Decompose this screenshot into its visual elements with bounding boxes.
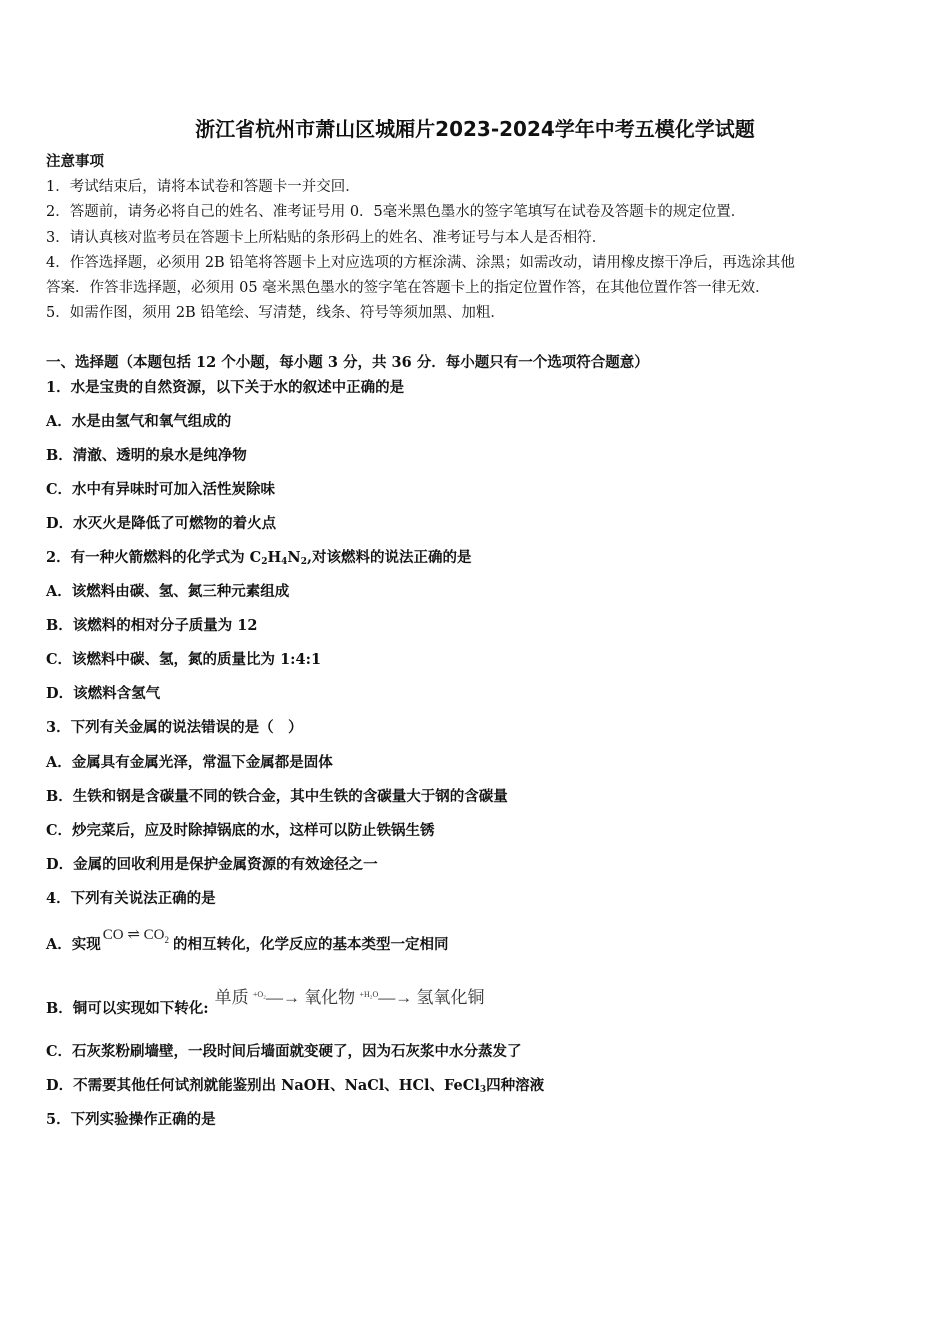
question-1-option-d: D．水灭火是降低了可燃物的着火点 <box>46 515 277 532</box>
question-1-option-b: B．清澈、透明的泉水是纯净物 <box>46 447 247 464</box>
note-item: 2．答题前，请务必将自己的姓名、准考证号用 0．5毫米黑色墨水的签字笔填写在试卷及答题卡的规定位置． <box>46 204 746 220</box>
question-1-option-c: C．水中有异味时可加入活性炭除味 <box>46 481 276 498</box>
q4b-cond1: +O₂ <box>252 990 266 999</box>
q2-stem-post: ,对该燃料的说法正确的是 <box>306 549 472 566</box>
note-item: 4．作答选择题，必须用 2B 铅笔将答题卡上对应选项的方框涂满、涂黑；如需改动，请用橡皮擦干净后，再选涂其他 <box>46 255 795 271</box>
question-3-option-d: D．金属的回收利用是保护金属资源的有效途径之一 <box>46 856 378 873</box>
right-arrow-icon: —→ <box>265 988 300 1007</box>
note-item: 1．考试结束后，请将本试卷和答题卡一并交回． <box>46 179 360 195</box>
question-1-stem: 1．水是宝贵的自然资源，以下关于水的叙述中正确的是 <box>46 379 405 396</box>
q4b-f2: 氧化物 <box>304 988 356 1007</box>
note-item: 3．请认真核对监考员在答题卡上所粘贴的条形码上的姓名、准考证号与本人是否相符． <box>46 230 607 246</box>
q4a-post: 的相互转化，化学反应的基本类型一定相同 <box>173 936 449 953</box>
question-3-option-c: C．炒完菜后，应及时除掉锅底的水，这样可以防止铁锅生锈 <box>46 822 435 839</box>
q2-n: N <box>287 549 301 566</box>
question-2-stem <box>46 546 472 567</box>
q4a-formula <box>103 925 169 944</box>
q4a-f2-sub: 2 <box>164 935 170 945</box>
question-3-option-b: B．生铁和钢是含碳量不同的铁合金，其中生铁的含碳量大于钢的含碳量 <box>46 788 508 805</box>
q4b-f1: 单质 <box>214 988 249 1007</box>
question-2-option-b: B．该燃料的相对分子质量为 12 <box>46 617 258 634</box>
q4b-pre: B．铜可以实现如下转化: <box>46 1000 209 1017</box>
question-2-option-d: D．该燃料含氢气 <box>46 685 161 702</box>
q4a-pre: A．实现 <box>46 936 101 953</box>
page-title: 浙江省杭州市萧山区城厢片2023-2024学年中考五模化学试题 <box>195 117 755 141</box>
q4d-sub: 3 <box>479 1085 487 1095</box>
q4a-f2: CO <box>143 927 165 943</box>
right-arrow-icon: —→ <box>378 988 413 1007</box>
question-3-option-a: A．金属具有金属光泽，常温下金属都是固体 <box>46 754 333 771</box>
q2-sub-c: 2 <box>261 557 268 567</box>
q4b-cond2: +H₂O <box>359 990 379 999</box>
q2-sub-h: 4 <box>281 557 288 567</box>
q4b-f3: 氢氧化铜 <box>416 988 485 1007</box>
question-4-option-c: C．石灰浆粉刷墙壁，一段时间后墙面就变硬了，因为石灰浆中水分蒸发了 <box>46 1043 522 1060</box>
q4b-formula <box>215 983 485 1008</box>
question-4-option-a <box>46 927 449 954</box>
question-2-option-c: C．该燃料中碳、氢，氮的质量比为 1:4:1 <box>46 651 322 668</box>
q4d-post: 四种溶液 <box>486 1077 545 1094</box>
note-item: 5．如需作图，须用 2B 铅笔绘、写清楚，线条、符号等须加黑、加粗． <box>46 305 505 321</box>
notes-heading: 注意事项 <box>46 153 104 170</box>
section-heading: 一、选择题（本题包括 12 个小题，每小题 3 分，共 36 分．每小题只有一个选项符合题意） <box>46 354 649 371</box>
question-5-stem: 5．下列实验操作正确的是 <box>46 1111 216 1128</box>
question-1-option-a: A．水是由氢气和氧气组成的 <box>46 413 232 430</box>
q2-h: H <box>267 549 282 566</box>
question-3-stem: 3．下列有关金属的说法错误的是（ ） <box>46 719 303 736</box>
equilibrium-arrow-icon: ⇌ <box>127 927 140 943</box>
question-2-option-a: A．该燃料由碳、氢、氮三种元素组成 <box>46 583 290 600</box>
q4a-f1: CO <box>102 927 124 943</box>
q2-stem-pre: 2．有一种火箭燃料的化学式为 C <box>46 549 262 566</box>
question-4-option-d <box>46 1074 544 1095</box>
q4d-pre: D．不需要其他任何试剂就能鉴别出 NaOH、NaCl、HCl、FeCl <box>46 1077 480 1094</box>
note-item: 答案．作答非选择题，必须用 05 毫米黑色墨水的签字笔在答题卡上的指定位置作答，在其他位置作答一律无效． <box>46 280 770 296</box>
question-4-option-b <box>46 988 485 1018</box>
question-4-stem: 4．下列有关说法正确的是 <box>46 890 216 907</box>
q2-sub-n: 2 <box>300 557 307 567</box>
